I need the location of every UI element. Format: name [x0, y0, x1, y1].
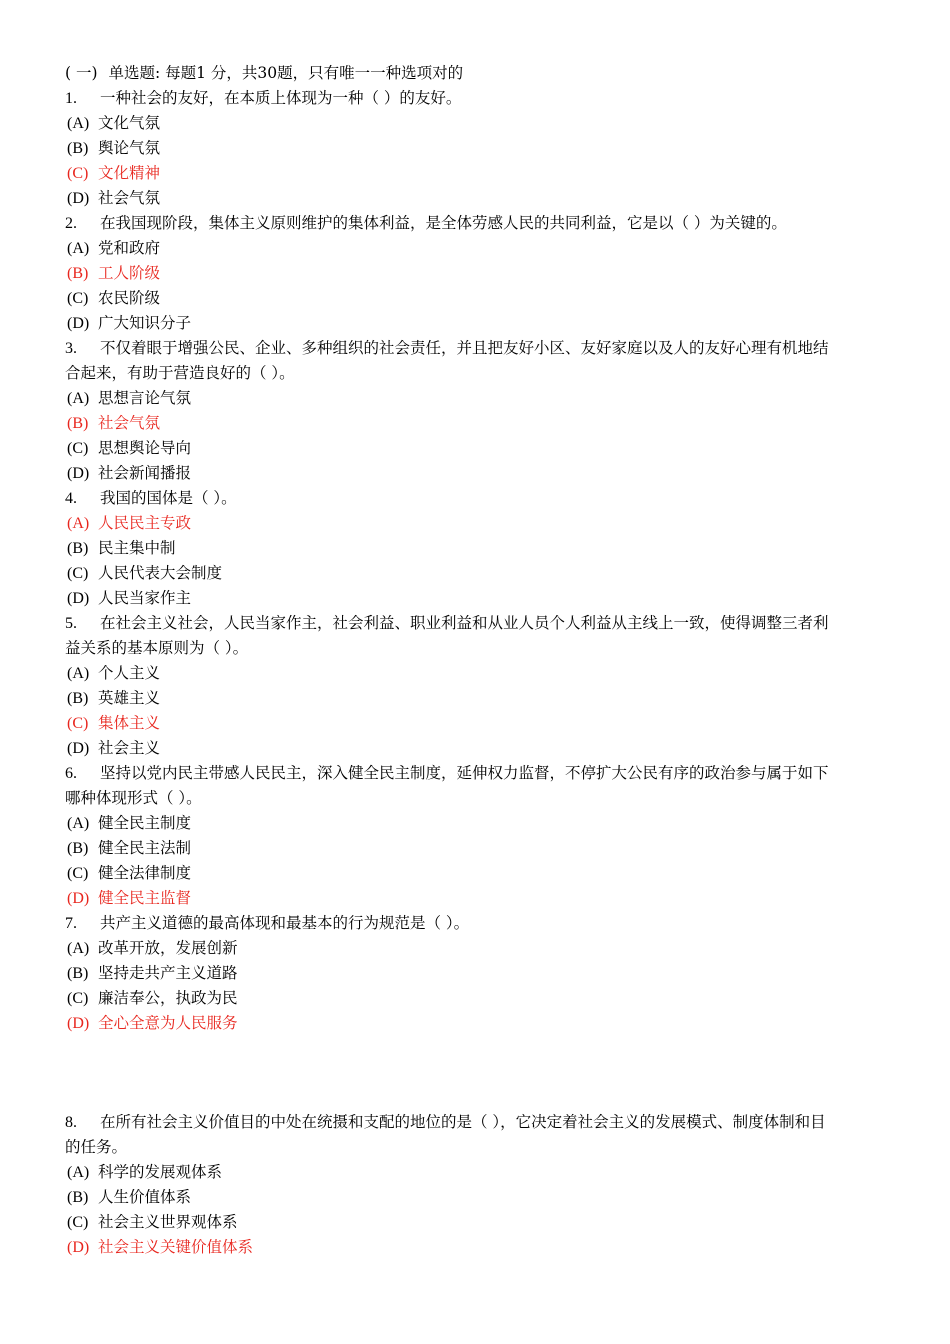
question-number: 6.	[65, 765, 77, 782]
question-3	[65, 336, 887, 361]
question-text: 坚持以党内民主带感人民民主，深入健全民主制度，延伸权力监督，不停扩大公民有序的政治参与属于如下	[100, 764, 829, 782]
option-label: (D)	[67, 315, 90, 332]
option-label: (A)	[67, 390, 90, 407]
question-7	[65, 911, 887, 936]
option-label: (A)	[67, 665, 90, 682]
option-text: 党和政府	[98, 239, 161, 257]
option-label: (C)	[67, 440, 89, 457]
option-text: 人民当家作主	[98, 589, 192, 607]
option-7b	[67, 961, 889, 986]
option-text: 健全民主法制	[98, 839, 192, 857]
option-6c	[67, 861, 889, 886]
section-title-text: 单选题: 每题1 分，共30题，只有唯一一种选项对的	[108, 64, 464, 82]
option-label: (A)	[67, 115, 90, 132]
option-label: (C)	[67, 290, 89, 307]
option-text: 思想言论气氛	[98, 389, 192, 407]
option-8c	[67, 1210, 889, 1235]
option-text: 人民代表大会制度	[98, 564, 223, 582]
question-3-continuation: 合起来，有助于营造良好的（ ）。	[65, 364, 295, 382]
option-label: (D)	[67, 590, 90, 607]
option-label: (D)	[67, 740, 90, 757]
option-label: (B)	[67, 690, 89, 707]
option-text: 文化精神	[98, 164, 161, 182]
option-label: (C)	[67, 715, 89, 732]
question-text: 共产主义道德的最高体现和最基本的行为规范是（ ）。	[100, 914, 470, 932]
option-text: 廉洁奉公，执政为民	[98, 989, 238, 1007]
option-4c	[67, 561, 889, 586]
option-3b-correct	[67, 411, 889, 436]
option-label: (B)	[67, 965, 89, 982]
option-label: (D)	[67, 1015, 90, 1032]
option-3c	[67, 436, 889, 461]
option-2a	[67, 236, 889, 261]
option-text: 广大知识分子	[98, 314, 192, 332]
option-text: 个人主义	[98, 664, 161, 682]
option-text: 社会主义关键价值体系	[98, 1238, 254, 1256]
option-label: (C)	[67, 990, 89, 1007]
option-label: (A)	[67, 240, 90, 257]
option-text: 社会新闻播报	[98, 464, 192, 482]
question-number: 7.	[65, 915, 77, 932]
option-2d	[67, 311, 889, 336]
question-text: 在社会主义社会，人民当家作主，社会利益、职业利益和从业人员个人利益从主线上一致，使得调整三者利	[100, 614, 829, 632]
option-text: 坚持走共产主义道路	[98, 964, 238, 982]
option-4a-correct	[67, 511, 889, 536]
question-text: 在我国现阶段，集体主义原则维护的集体利益，是全体劳感人民的共同利益，它是以（ ）为关键的。	[100, 214, 787, 232]
section-title-prefix: ( 一)	[65, 64, 98, 82]
option-text: 舆论气氛	[98, 139, 161, 157]
question-5-continuation: 益关系的基本原则为（ ）。	[65, 639, 249, 657]
question-6	[65, 761, 887, 786]
option-text: 工人阶级	[98, 264, 161, 282]
option-label: (D)	[67, 1239, 90, 1256]
option-label: (D)	[67, 190, 90, 207]
option-text: 健全法律制度	[98, 864, 192, 882]
option-label: (C)	[67, 565, 89, 582]
option-8b	[67, 1185, 889, 1210]
option-label: (A)	[67, 815, 90, 832]
option-4d	[67, 586, 889, 611]
option-7d-correct	[67, 1011, 889, 1036]
option-text: 文化气氛	[98, 114, 161, 132]
option-1a	[67, 111, 889, 136]
question-4	[65, 486, 887, 511]
question-number: 8.	[65, 1114, 77, 1131]
option-text: 人生价值体系	[98, 1188, 192, 1206]
question-number: 5.	[65, 615, 77, 632]
option-label: (B)	[67, 1189, 89, 1206]
option-label: (A)	[67, 940, 90, 957]
option-text: 社会主义	[98, 739, 161, 757]
option-text: 改革开放，发展创新	[98, 939, 238, 957]
section-title	[65, 61, 887, 86]
option-6d-correct	[67, 886, 889, 911]
option-3a	[67, 386, 889, 411]
option-7c	[67, 986, 889, 1011]
option-5d	[67, 736, 889, 761]
option-5b	[67, 686, 889, 711]
option-2c	[67, 286, 889, 311]
option-label: (C)	[67, 1214, 89, 1231]
question-text: 在所有社会主义价值目的中处在统摄和支配的地位的是（ ），它决定着社会主义的发展模式、制度体制和目	[100, 1113, 826, 1131]
option-text: 科学的发展观体系	[98, 1163, 223, 1181]
question-8	[65, 1110, 887, 1135]
option-text: 英雄主义	[98, 689, 161, 707]
option-6b	[67, 836, 889, 861]
option-6a	[67, 811, 889, 836]
option-8d-correct	[67, 1235, 889, 1260]
option-label: (B)	[67, 415, 89, 432]
question-number: 1.	[65, 90, 77, 107]
option-1c-correct	[67, 161, 889, 186]
option-label: (D)	[67, 465, 90, 482]
option-text: 集体主义	[98, 714, 161, 732]
question-number: 4.	[65, 490, 77, 507]
option-5c-correct	[67, 711, 889, 736]
option-text: 社会气氛	[98, 189, 161, 207]
option-text: 人民民主专政	[98, 514, 192, 532]
option-4b	[67, 536, 889, 561]
option-2b-correct	[67, 261, 889, 286]
option-7a	[67, 936, 889, 961]
option-text: 农民阶级	[98, 289, 161, 307]
option-5a	[67, 661, 889, 686]
option-text: 思想舆论导向	[98, 439, 192, 457]
option-3d	[67, 461, 889, 486]
option-text: 社会主义世界观体系	[98, 1213, 238, 1231]
option-8a	[67, 1160, 889, 1185]
question-number: 3.	[65, 340, 77, 357]
option-text: 社会气氛	[98, 414, 161, 432]
option-text: 健全民主监督	[98, 889, 192, 907]
option-1d	[67, 186, 889, 211]
question-2	[65, 211, 887, 236]
question-6-continuation: 哪种体现形式（ ）。	[65, 789, 202, 807]
question-number: 2.	[65, 215, 77, 232]
option-label: (B)	[67, 265, 89, 282]
option-text: 民主集中制	[98, 539, 176, 557]
option-text: 全心全意为人民服务	[98, 1014, 238, 1032]
question-text: 一种社会的友好，在本质上体现为一种（ ）的友好。	[100, 89, 462, 107]
option-label: (B)	[67, 140, 89, 157]
option-text: 健全民主制度	[98, 814, 192, 832]
option-label: (A)	[67, 1164, 90, 1181]
question-text: 不仅着眼于增强公民、企业、多种组织的社会责任，并且把友好小区、友好家庭以及人的友好心理有机地结	[100, 339, 829, 357]
option-label: (C)	[67, 865, 89, 882]
option-label: (A)	[67, 515, 90, 532]
question-5	[65, 611, 887, 636]
option-1b	[67, 136, 889, 161]
option-label: (B)	[67, 840, 89, 857]
question-8-continuation: 的任务。	[65, 1138, 128, 1156]
option-label: (C)	[67, 165, 89, 182]
option-label: (D)	[67, 890, 90, 907]
question-text: 我国的国体是（ ）。	[100, 489, 237, 507]
question-1	[65, 86, 887, 111]
option-label: (B)	[67, 540, 89, 557]
